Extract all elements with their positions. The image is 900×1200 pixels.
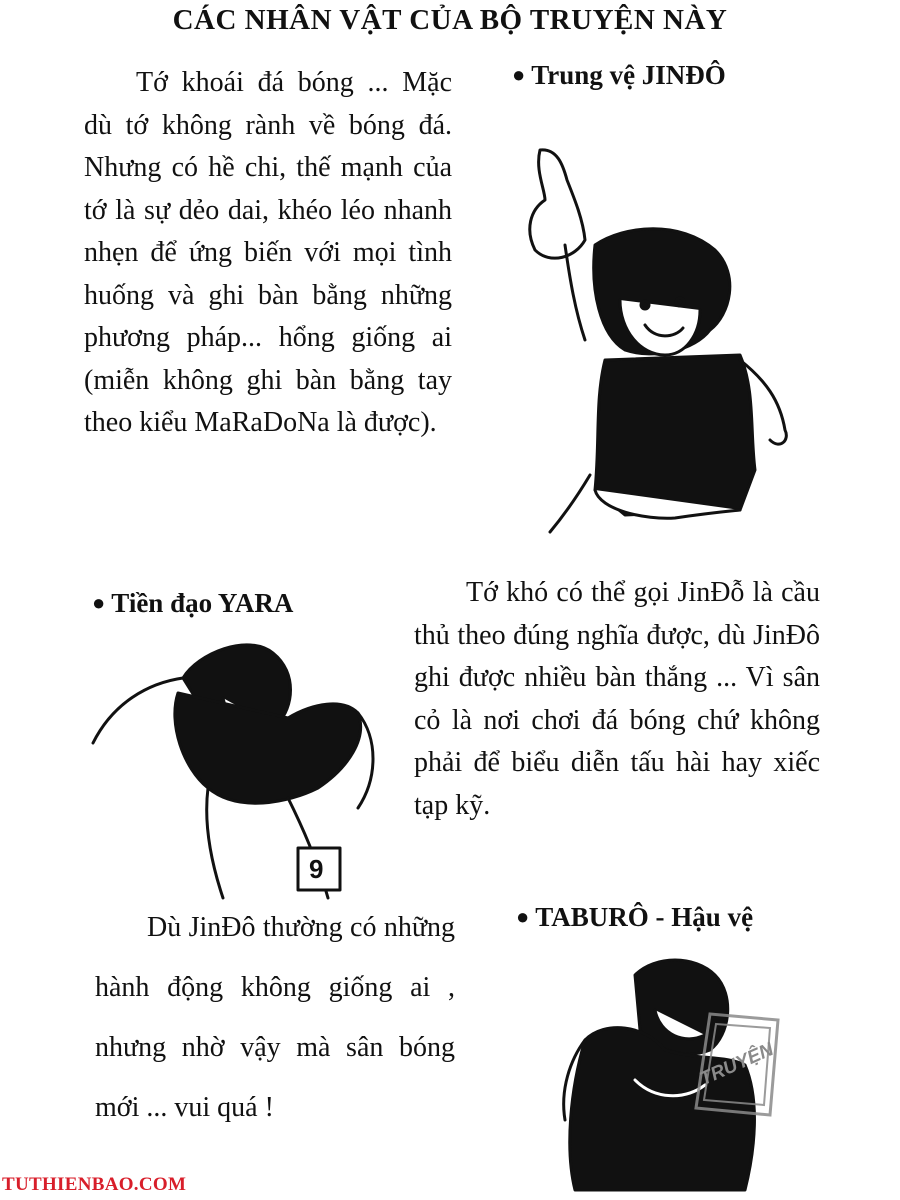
- jindo-heading-label: Trung vệ JINĐÔ: [531, 60, 726, 90]
- jindo-description: Tớ khoái đá bóng ... Mặc dù tớ không rành về bóng đá. Nhưng có hề chi, thế mạnh của tớ là sự dẻo dai, khéo léo nhanh nhẹn để ứng biến với mọi tình huống và ghi bàn bằng những phương pháp... hổng giống ai (miễn không ghi bàn bằng tay theo kiểu MaRaDoNa là được).: [84, 67, 452, 438]
- yara-description: Tớ khó có thể gọi JinĐỗ là cầu thủ theo đúng nghĩa được, dù JinĐô ghi được nhiều bàn thắng ... Vì sân cỏ là nơi chơi đá bóng chứ không phải để biểu diễn tấu hài hay xiếc tạp kỹ.: [414, 577, 820, 821]
- bullet-icon: ●: [516, 904, 530, 929]
- taburo-description: Dù JinĐô thường có những hành động không giống ai , nhưng nhờ vậy mà sân bóng mới ... vui quá !: [95, 912, 455, 1123]
- bullet-icon: ●: [512, 62, 526, 87]
- stamp-text: TRUYỆN: [696, 1039, 777, 1091]
- taburo-heading-label: TABURÔ - Hậu vệ: [535, 902, 754, 932]
- jindo-portrait: [505, 140, 805, 535]
- yara-portrait: [88, 628, 393, 908]
- yara-heading: [92, 588, 293, 619]
- page-title: CÁC NHÂN VẬT CỦA BỘ TRUYỆN NÀY: [172, 4, 728, 36]
- yara-heading-label: Tiền đạo YARA: [111, 588, 294, 618]
- taburo-heading: [516, 902, 753, 933]
- yara-jersey-number: 9: [309, 854, 324, 884]
- jindo-pointing-figure-icon: [505, 140, 805, 535]
- yara-running-figure-icon: [88, 628, 393, 908]
- bullet-icon: ●: [92, 590, 106, 615]
- stamp-logo: [690, 1010, 782, 1125]
- jindo-heading: [512, 60, 726, 91]
- watermark: TUTHIENBAO.COM: [2, 1174, 187, 1195]
